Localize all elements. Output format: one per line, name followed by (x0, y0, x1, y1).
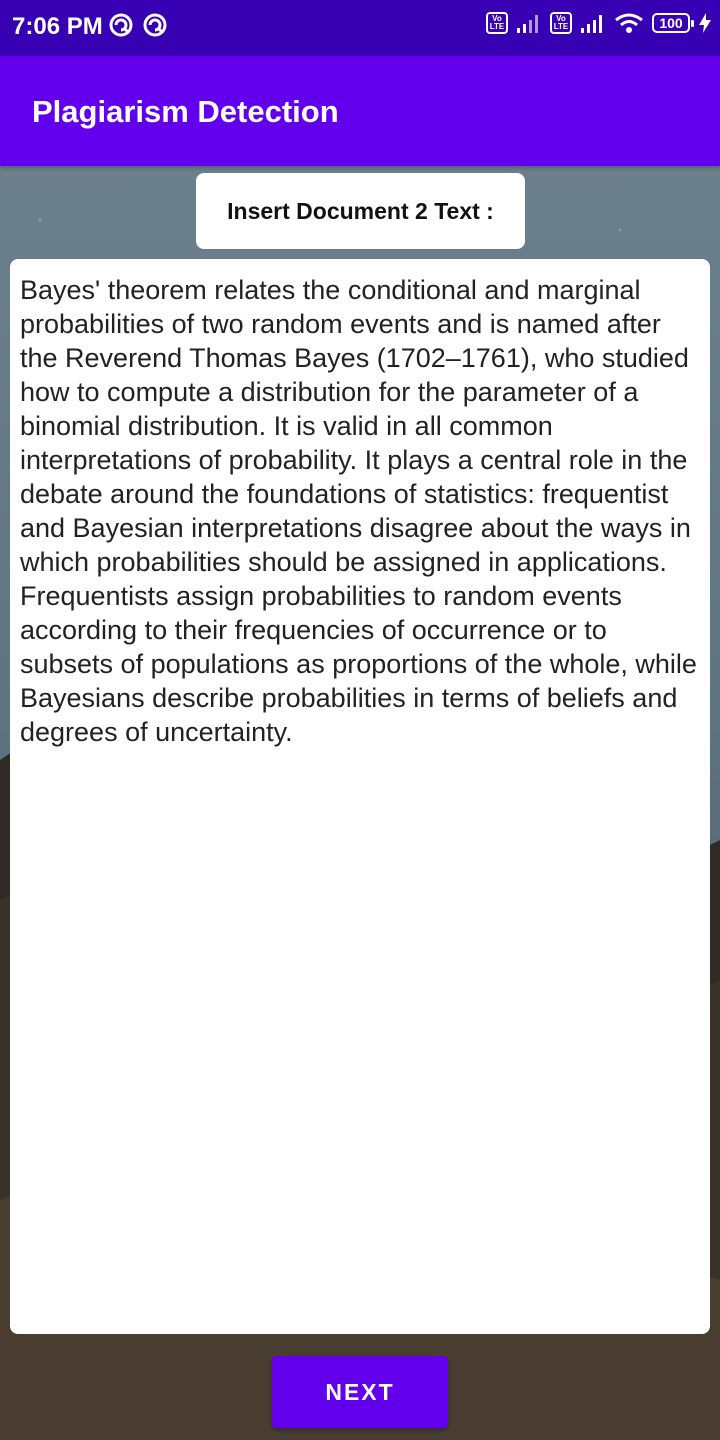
volte-icon: Vo LTE (550, 12, 572, 34)
battery-icon: 100 (652, 13, 690, 33)
document-2-text-input[interactable]: Bayes' theorem relates the conditional and marginal probabilities of two random events and is named after the Reverend Thomas Bayes (1702–1761), who studied how to compute a distribution for the parameter of a binomial distribution. It is valid in all common interpretations of probability. It plays a central role in the debate around the foundations of statistics: frequentist and Bayesian interpretations disagree about the ways in which probabilities should be assigned in applications. Frequentists assign probabilities to random events according to their frequencies of occurrence or to subsets of populations as proportions of the whole, while Bayesians describe probabilities in terms of beliefs and degrees of uncertainty. (10, 259, 710, 1334)
status-notification-icons (108, 12, 168, 38)
next-button[interactable]: NEXT (272, 1356, 448, 1428)
volte-icon: Vo LTE (486, 12, 508, 34)
sync-icon (108, 12, 134, 38)
status-bar (0, 0, 720, 56)
status-system-icons (486, 12, 712, 34)
sync-icon (142, 12, 168, 38)
wifi-icon (614, 12, 644, 34)
status-time: 7:06 PM (12, 13, 103, 40)
document-2-label: Insert Document 2 Text : (196, 173, 525, 249)
signal-icon (580, 12, 606, 34)
app-title: Plagiarism Detection (32, 94, 339, 129)
charging-icon (698, 12, 712, 34)
app-bar (0, 56, 720, 166)
signal-icon (516, 12, 542, 34)
